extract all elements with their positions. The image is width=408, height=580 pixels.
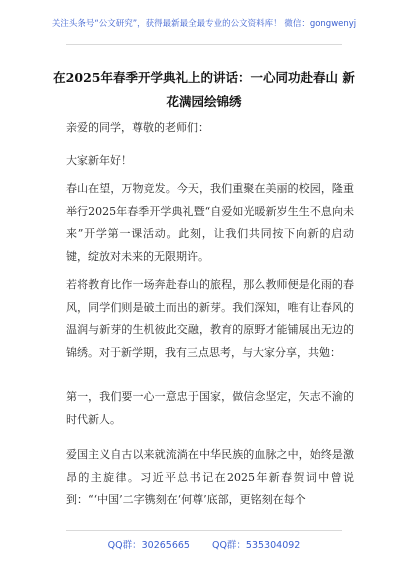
- paragraph-teacher-metaphor: 若将教育比作一场奔赴春山的旅程，那么教师便是化雨的春风，同学们则是破土而出的新芽。我们深知，唯有让春风的温润与新芽的生机彼此交融，教育的原野才能铺展出无边的锦绣。对于新学期，我有三点思考，与大家分享，共勉：: [66, 278, 354, 359]
- paragraph-intro: 春山在望，万物竞发。今天，我们重聚在美丽的校园，隆重举行2025年春季开学典礼暨“自爱如光暖新岁生生不息向未来”开学第一课活动。此刻，让我们共同按下向新的启动键，绽放对未来的无限期许。: [66, 182, 354, 263]
- header-banner: 关注头条号“公文研究”，获得最新最全最专业的公文资料库！ 微信：gongwenyj: [51, 19, 357, 29]
- paragraph-patriotism: 爱国主义自古以来就流淌在中华民族的血脉之中，始终是激昂的主旋律。习近平总书记在2025年新春贺词中曾说到：“‘中国’二字镌刻在‘何尊’底部，更铭刻在每个: [66, 448, 354, 506]
- document-title: 在2025年春季开学典礼上的讲话：一心同功赴春山 新花满园绘锦绣: [53, 70, 355, 109]
- footer-qq-group-1: QQ群：30265665: [107, 540, 190, 551]
- header-divider: [66, 44, 342, 45]
- paragraph-new-year: 大家新年好！: [66, 154, 132, 167]
- footer-divider: [66, 530, 342, 531]
- footer-qq-group-2: QQ群：535304092: [211, 540, 301, 551]
- paragraph-greeting: 亲爱的同学，尊敬的老师们：: [66, 121, 209, 134]
- footer: [0, 537, 408, 551]
- paragraph-point-one: 第一，我们要一心一意忠于国家，做信念坚定，矢志不渝的时代新人。: [66, 390, 354, 426]
